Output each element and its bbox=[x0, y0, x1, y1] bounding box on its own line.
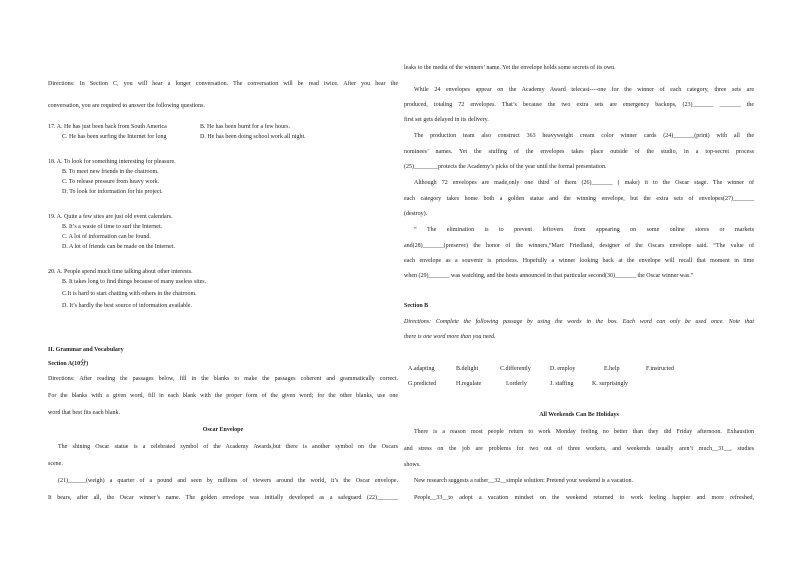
weekends-paragraph2: New research suggests a rather__32__simple solution: Pretend your weekend is a vacation. bbox=[414, 478, 633, 484]
word-option: I.orderly bbox=[506, 381, 527, 387]
oscar-paragraph5-line1: Although 72 envelopes are made,only one third of them (26)_______ ( make) it to the Oscar stage. The winner of bbox=[414, 180, 754, 186]
q20-option-d: D. It’s hardly the best source of information available. bbox=[62, 303, 192, 309]
weekends-title: All Weekends Can Be Holidays bbox=[539, 412, 619, 418]
q19-option-b: B. It’s a waste of time to surf the Internet. bbox=[62, 224, 163, 230]
directions-section-c-line2: conversation, you are required to answer the following questions. bbox=[48, 103, 205, 109]
oscar-paragraph4-line1: The production team also construct 363 heavyweight cream color winner cards (24)_______(print) with all the bbox=[414, 133, 754, 139]
section-heading-grammar: II. Grammar and Vocabulary bbox=[48, 347, 124, 353]
word-option: B.delight bbox=[456, 366, 479, 372]
q17-option-b: B. He has been burnt for a few hours. bbox=[200, 124, 290, 130]
q17-option-a: 17. A. He has just been back from South America bbox=[48, 124, 167, 130]
directions-grammar-line1: Directions: After reading the passages below, fill in the blanks to make the passages coherent and grammatically correct. bbox=[48, 376, 398, 382]
section-b-heading: Section B bbox=[404, 303, 429, 309]
word-option: J. staffing bbox=[550, 381, 574, 387]
oscar-paragraph1-line1: The shining Oscar statue is a celebrated symbol of the Academy Awards,but there is another symbol on the Oscars bbox=[58, 444, 398, 450]
oscar-paragraph1-line2: scene. bbox=[48, 461, 63, 467]
q18-option-a: 18. A. To look for something interesting for pleasure. bbox=[48, 159, 176, 165]
oscar-paragraph2-line1: (21)______(weigh) a quarter of a pound and seen by millions of viewers around the world, it’s the Oscar envelope. bbox=[58, 478, 398, 484]
weekends-paragraph1-line2: and stress on the job are problems for two out of three workers, and weekends usually aren’t much__31__, studies bbox=[404, 446, 754, 452]
weekends-paragraph1-line1: There is a reason most people return to work Monday feeling no better than they did Friday afternoon. Exhaustion bbox=[414, 429, 754, 435]
weekends-paragraph1-line3: shows. bbox=[404, 462, 421, 468]
directions-section-c-line1: Directions: In Section C, you will hear a longer conversation. The conversation will be read twice. After you hear the bbox=[48, 81, 398, 87]
word-option: K. surprisingly bbox=[592, 381, 628, 387]
q17-option-c: C. He has been surfing the Internet for long bbox=[62, 134, 167, 140]
q20-option-b: B. It takes long to find things because of many useless sites. bbox=[62, 279, 207, 285]
directions-grammar-line3: word that best fits each blank. bbox=[48, 410, 120, 416]
oscar-paragraph3-line2: produced, totaling 72 envelopes. That’s because the two extra sets are emergency backups, (23)_______ _______ the bbox=[404, 102, 754, 108]
oscar-paragraph4-line3: (25)________protects the Academy’s picks of the year until the formal presentation. bbox=[404, 164, 607, 170]
q19-option-c: C. A lot of information can be found. bbox=[62, 234, 151, 240]
q20-option-a: 20. A. People spend much time talking about other interests. bbox=[48, 269, 193, 275]
q17-option-d: D. He has been doing school work all night. bbox=[200, 134, 306, 140]
q20-option-c: C.It is hard to start chatting with others in the chatroom. bbox=[62, 291, 197, 297]
oscar-paragraph3-line1: While 24 envelopes appear on the Academy Award telecast----one for the winner of each category, three sets are bbox=[414, 87, 754, 93]
weekends-paragraph3-line1: People__33__to adopt a vacation mindset on the weekend returned to work feeling happier and more refreshed, bbox=[414, 495, 754, 501]
section-a-heading: Section A(10分) bbox=[48, 361, 89, 367]
directions-section-b-line2: there is one word more than you need. bbox=[404, 334, 496, 340]
word-option: A.adapting bbox=[408, 366, 435, 372]
oscar-paragraph6-line1: ” The elimination is to prevent leftovers from appearing on some online stores or markets bbox=[414, 227, 754, 233]
oscar-paragraph2-line3: leaks to the media of the winners’ name. Yet the envelope holds some secrets of its own. bbox=[404, 65, 616, 71]
directions-grammar-line2: For the blanks with a given word, fill in each blank with the proper form of the given word; for the other blanks, use one bbox=[48, 393, 398, 399]
word-option: E.help bbox=[604, 366, 620, 372]
oscar-paragraph2-line2: It bears, after all, the Oscar winner’s name. The golden envelope was initially developed as a safeguard (22)_______ bbox=[48, 495, 398, 501]
word-option: G.predicted bbox=[408, 381, 437, 387]
q18-option-b: B. To meet new friends in the chatroom. bbox=[62, 169, 159, 175]
oscar-envelope-title: Oscar Envelope bbox=[202, 427, 244, 433]
oscar-paragraph3-line3: first set gets delayed in its delivery. bbox=[404, 117, 489, 123]
q18-option-c: C. To release pressure from heavy work. bbox=[62, 179, 160, 185]
oscar-paragraph5-line3: (destroy). bbox=[404, 211, 428, 217]
directions-section-b-line1: Directions: Complete the following passage by using the words in the box. Each word can only be used once. Note that bbox=[404, 319, 754, 325]
word-option: D. employ bbox=[550, 366, 576, 372]
oscar-paragraph6-line4: when (29)_______ was watching, and the hosts announced in that particular second(30)_______ the Oscar winner was.” bbox=[404, 273, 694, 279]
q19-option-a: 19. A. Quite a few sites are just old event calendars. bbox=[48, 214, 173, 220]
oscar-paragraph4-line2: nominees’ names. Yet the stuffing of the envelopes takes place outside of the studio, in a top-secret process bbox=[404, 149, 754, 155]
oscar-paragraph6-line3: each envelope as a souvenir is priceless. Hopefully a winner looking back at the envelope will recall that moment in time bbox=[404, 258, 754, 264]
q18-option-d: D. To look for information for his project. bbox=[62, 189, 163, 195]
word-option: H.regulate bbox=[456, 381, 482, 387]
word-option: F.instructed bbox=[646, 366, 675, 372]
oscar-paragraph6-line2: and(28)_______(preserve) the honor of the winners,”Marc Friedland, designer of the Oscars envelope said. “The value of bbox=[404, 243, 754, 249]
oscar-paragraph5-line2: each category takes home both a golden statue and the winning envelope, but the extra sets of envelopes(27)_______ bbox=[404, 196, 754, 202]
word-option: C.differently bbox=[500, 366, 531, 372]
q19-option-d: D. A lot of friends can be made on the Internet. bbox=[62, 244, 175, 250]
